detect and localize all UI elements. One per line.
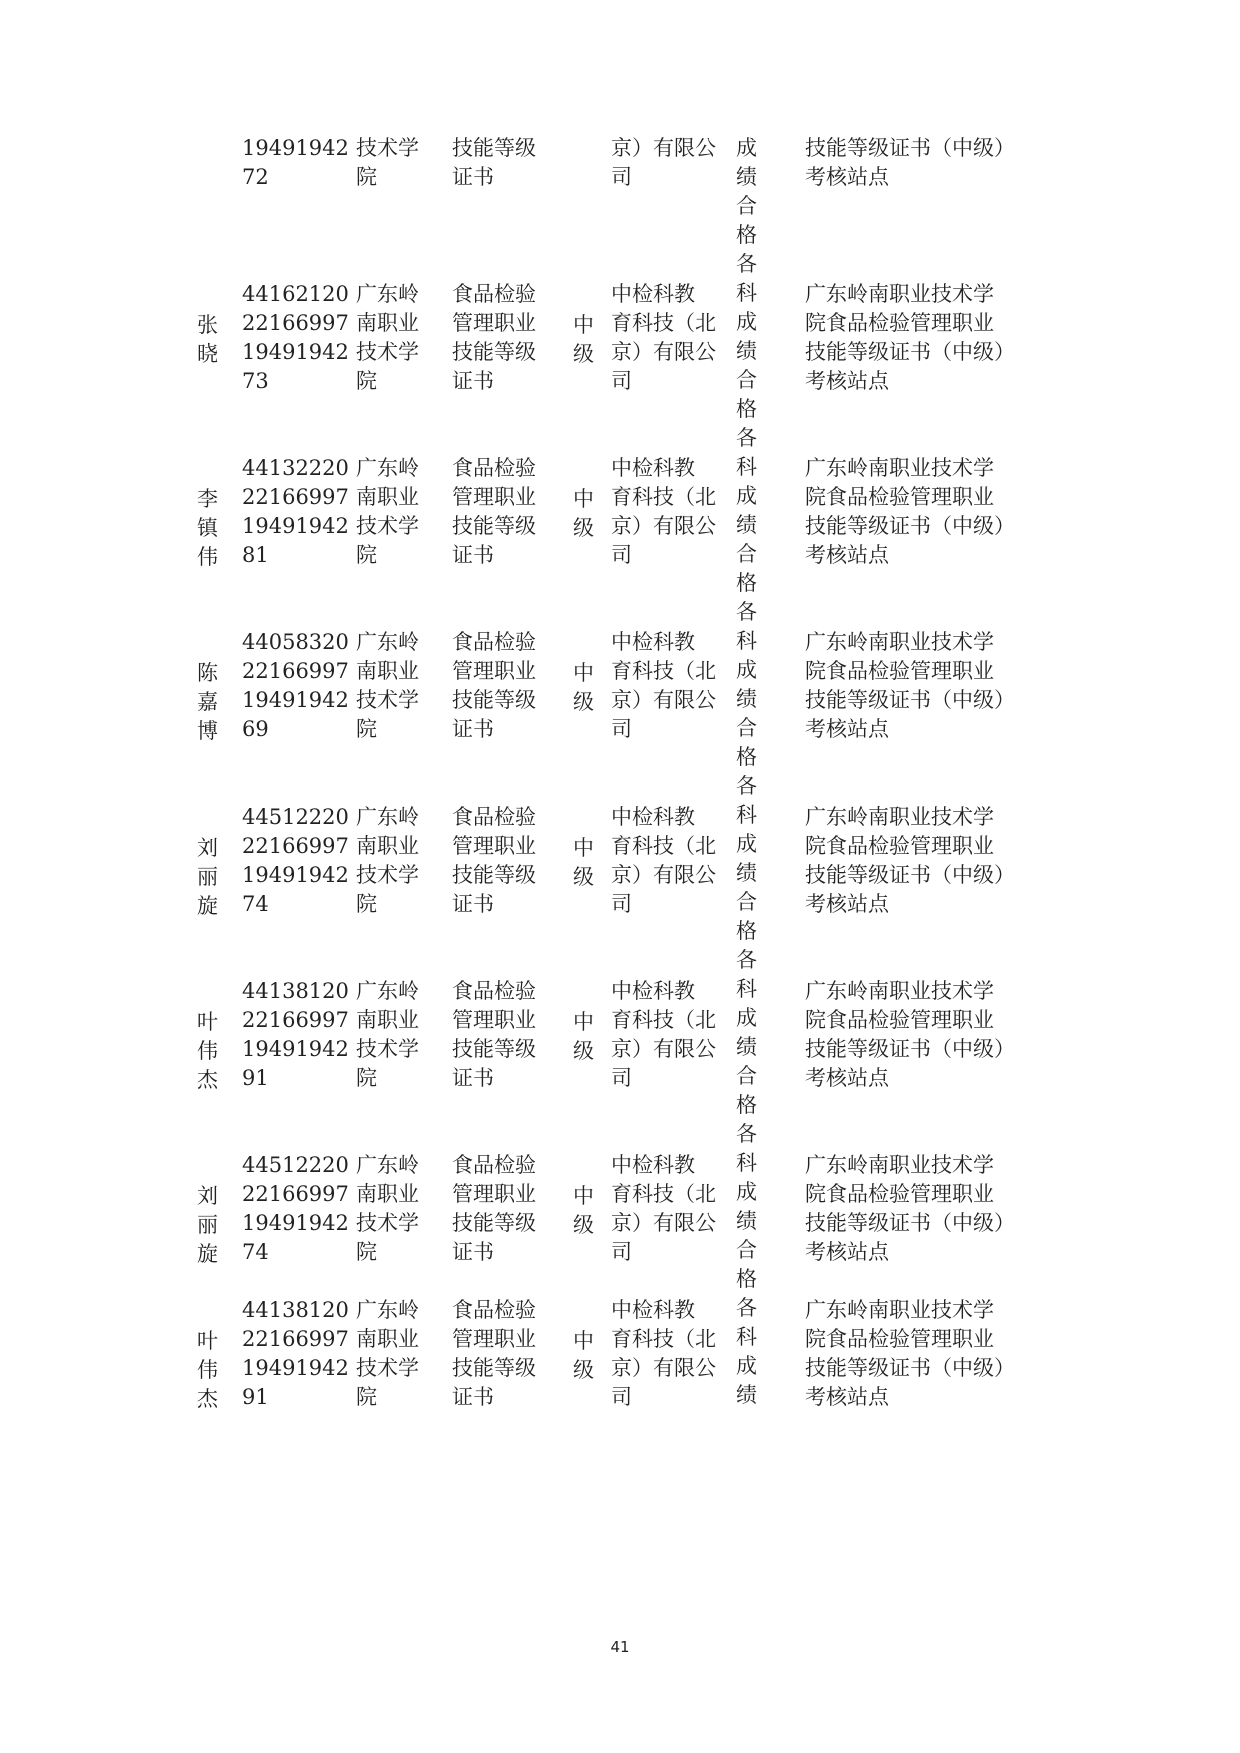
cell-id: 22166997 xyxy=(242,659,349,683)
cell-school: 南职业 xyxy=(356,311,419,335)
cell-school: 广东岭 xyxy=(356,979,419,1003)
cell-school: 南职业 xyxy=(356,1008,419,1032)
cell-certificate: 技能等级 xyxy=(452,1037,536,1061)
cell-org: 京）有限公 xyxy=(611,863,716,887)
cell-name: 晓 xyxy=(197,342,218,366)
cell-result-char: 成 xyxy=(736,136,757,160)
cell-school: 技术学 xyxy=(356,1211,419,1235)
cell-station: 技能等级证书（中级） xyxy=(805,136,1015,160)
cell-id: 91 xyxy=(242,1385,269,1409)
cell-station: 院食品检验管理职业 xyxy=(805,1182,994,1206)
cell-station: 技能等级证书（中级） xyxy=(805,688,1015,712)
cell-level: 级 xyxy=(573,516,594,540)
cell-id: 22166997 xyxy=(242,1327,349,1351)
cell-result-char: 成 xyxy=(736,1006,757,1030)
cell-certificate: 技能等级 xyxy=(452,863,536,887)
cell-name: 丽 xyxy=(197,1213,218,1237)
cell-org: 京）有限公 xyxy=(611,340,716,364)
cell-school: 技术学 xyxy=(356,514,419,538)
cell-certificate: 证书 xyxy=(452,165,494,189)
cell-org: 育科技（北 xyxy=(611,834,716,858)
cell-id: 44138120 xyxy=(242,1298,349,1322)
cell-station: 广东岭南职业技术学 xyxy=(805,282,994,306)
cell-certificate: 技能等级 xyxy=(452,514,536,538)
cell-org: 京）有限公 xyxy=(611,1037,716,1061)
cell-result-char: 绩 xyxy=(736,1383,757,1407)
cell-school: 南职业 xyxy=(356,1182,419,1206)
cell-school: 院 xyxy=(356,892,377,916)
cell-station: 广东岭南职业技术学 xyxy=(805,979,994,1003)
cell-org: 中检科教 xyxy=(611,630,695,654)
cell-result-char: 科 xyxy=(736,803,757,827)
cell-certificate: 技能等级 xyxy=(452,340,536,364)
cell-name: 嘉 xyxy=(197,690,218,714)
page-number: 41 xyxy=(610,1638,630,1656)
cell-id: 44512220 xyxy=(242,805,349,829)
cell-certificate: 证书 xyxy=(452,1066,494,1090)
cell-station: 考核站点 xyxy=(805,892,889,916)
cell-station: 广东岭南职业技术学 xyxy=(805,805,994,829)
cell-result-char: 格 xyxy=(736,397,757,421)
cell-school: 技术学 xyxy=(356,1356,419,1380)
cell-org: 育科技（北 xyxy=(611,1182,716,1206)
cell-org: 司 xyxy=(611,369,632,393)
cell-org: 京）有限公 xyxy=(611,514,716,538)
cell-station: 院食品检验管理职业 xyxy=(805,834,994,858)
cell-name: 叶 xyxy=(197,1010,218,1034)
cell-id: 91 xyxy=(242,1066,269,1090)
cell-id: 19491942 xyxy=(242,514,349,538)
cell-certificate: 管理职业 xyxy=(452,1182,536,1206)
cell-id: 44058320 xyxy=(242,630,349,654)
cell-org: 中检科教 xyxy=(611,979,695,1003)
cell-school: 院 xyxy=(356,543,377,567)
cell-certificate: 证书 xyxy=(452,892,494,916)
cell-result-char: 合 xyxy=(736,716,757,740)
cell-id: 22166997 xyxy=(242,485,349,509)
cell-station: 院食品检验管理职业 xyxy=(805,659,994,683)
cell-level: 级 xyxy=(573,1039,594,1063)
cell-id: 22166997 xyxy=(242,1008,349,1032)
cell-name: 伟 xyxy=(197,1039,218,1063)
cell-result-char: 科 xyxy=(736,629,757,653)
cell-name: 旋 xyxy=(197,894,218,918)
cell-school: 技术学 xyxy=(356,1037,419,1061)
cell-result-char: 绩 xyxy=(736,1035,757,1059)
cell-name: 刘 xyxy=(197,836,218,860)
cell-school: 广东岭 xyxy=(356,630,419,654)
cell-certificate: 管理职业 xyxy=(452,1327,536,1351)
cell-name: 旋 xyxy=(197,1242,218,1266)
cell-result-char: 合 xyxy=(736,1238,757,1262)
cell-station: 考核站点 xyxy=(805,165,889,189)
cell-id: 19491942 xyxy=(242,863,349,887)
cell-name: 伟 xyxy=(197,1358,218,1382)
cell-station: 院食品检验管理职业 xyxy=(805,1008,994,1032)
cell-org: 京）有限公 xyxy=(611,1356,716,1380)
cell-station: 技能等级证书（中级） xyxy=(805,1211,1015,1235)
cell-name: 杰 xyxy=(197,1387,218,1411)
cell-org: 司 xyxy=(611,165,632,189)
cell-result-char: 科 xyxy=(736,977,757,1001)
cell-result-char: 格 xyxy=(736,223,757,247)
cell-school: 广东岭 xyxy=(356,456,419,480)
cell-certificate: 技能等级 xyxy=(452,688,536,712)
cell-id: 44512220 xyxy=(242,1153,349,1177)
cell-id: 19491942 xyxy=(242,688,349,712)
cell-org: 育科技（北 xyxy=(611,311,716,335)
cell-id: 44138120 xyxy=(242,979,349,1003)
cell-name: 叶 xyxy=(197,1329,218,1353)
cell-certificate: 证书 xyxy=(452,369,494,393)
cell-station: 考核站点 xyxy=(805,369,889,393)
cell-org: 育科技（北 xyxy=(611,1327,716,1351)
cell-school: 南职业 xyxy=(356,834,419,858)
cell-certificate: 管理职业 xyxy=(452,834,536,858)
cell-id: 22166997 xyxy=(242,1182,349,1206)
cell-certificate: 食品检验 xyxy=(452,456,536,480)
cell-id: 44132220 xyxy=(242,456,349,480)
cell-org: 司 xyxy=(611,1240,632,1264)
cell-id: 22166997 xyxy=(242,834,349,858)
cell-name: 镇 xyxy=(197,516,218,540)
cell-school: 南职业 xyxy=(356,485,419,509)
cell-certificate: 管理职业 xyxy=(452,311,536,335)
cell-result-char: 各 xyxy=(736,1296,757,1320)
cell-id: 44162120 xyxy=(242,282,349,306)
cell-org: 京）有限公 xyxy=(611,1211,716,1235)
cell-station: 广东岭南职业技术学 xyxy=(805,456,994,480)
cell-name: 刘 xyxy=(197,1184,218,1208)
cell-result-char: 绩 xyxy=(736,339,757,363)
cell-result-char: 绩 xyxy=(736,165,757,189)
cell-result-char: 成 xyxy=(736,658,757,682)
cell-id: 22166997 xyxy=(242,311,349,335)
cell-result-char: 绩 xyxy=(736,1209,757,1233)
cell-station: 广东岭南职业技术学 xyxy=(805,630,994,654)
cell-station: 考核站点 xyxy=(805,543,889,567)
cell-level: 级 xyxy=(573,690,594,714)
cell-certificate: 管理职业 xyxy=(452,659,536,683)
cell-org: 司 xyxy=(611,1066,632,1090)
cell-result-char: 绩 xyxy=(736,513,757,537)
cell-org: 育科技（北 xyxy=(611,1008,716,1032)
cell-level: 中 xyxy=(573,1184,594,1208)
cell-certificate: 管理职业 xyxy=(452,1008,536,1032)
cell-org: 育科技（北 xyxy=(611,485,716,509)
cell-school: 院 xyxy=(356,1066,377,1090)
cell-org: 司 xyxy=(611,1385,632,1409)
cell-school: 技术学 xyxy=(356,136,419,160)
cell-result-char: 成 xyxy=(736,484,757,508)
cell-org: 司 xyxy=(611,543,632,567)
cell-station: 院食品检验管理职业 xyxy=(805,1327,994,1351)
cell-result-char: 各 xyxy=(736,1122,757,1146)
cell-result-char: 各 xyxy=(736,426,757,450)
cell-id: 69 xyxy=(242,717,269,741)
cell-certificate: 技能等级 xyxy=(452,1211,536,1235)
cell-school: 广东岭 xyxy=(356,1153,419,1177)
cell-school: 院 xyxy=(356,1385,377,1409)
cell-level: 级 xyxy=(573,865,594,889)
cell-org: 中检科教 xyxy=(611,1153,695,1177)
cell-school: 广东岭 xyxy=(356,805,419,829)
cell-station: 技能等级证书（中级） xyxy=(805,340,1015,364)
cell-level: 中 xyxy=(573,487,594,511)
cell-certificate: 食品检验 xyxy=(452,282,536,306)
cell-certificate: 证书 xyxy=(452,543,494,567)
cell-result-char: 格 xyxy=(736,1093,757,1117)
cell-result-char: 成 xyxy=(736,1180,757,1204)
cell-org: 中检科教 xyxy=(611,1298,695,1322)
cell-school: 技术学 xyxy=(356,863,419,887)
cell-station: 院食品检验管理职业 xyxy=(805,311,994,335)
cell-station: 技能等级证书（中级） xyxy=(805,1356,1015,1380)
cell-result-char: 科 xyxy=(736,1151,757,1175)
cell-school: 南职业 xyxy=(356,659,419,683)
cell-certificate: 证书 xyxy=(452,1385,494,1409)
cell-org: 京）有限公 xyxy=(611,688,716,712)
cell-school: 院 xyxy=(356,717,377,741)
cell-certificate: 食品检验 xyxy=(452,1298,536,1322)
cell-result-char: 科 xyxy=(736,281,757,305)
cell-id: 74 xyxy=(242,892,269,916)
cell-level: 中 xyxy=(573,836,594,860)
cell-id: 81 xyxy=(242,543,269,567)
cell-org: 司 xyxy=(611,717,632,741)
cell-result-char: 绩 xyxy=(736,687,757,711)
cell-certificate: 食品检验 xyxy=(452,1153,536,1177)
cell-station: 考核站点 xyxy=(805,1240,889,1264)
cell-school: 技术学 xyxy=(356,340,419,364)
cell-station: 广东岭南职业技术学 xyxy=(805,1298,994,1322)
cell-name: 博 xyxy=(197,719,218,743)
cell-certificate: 技能等级 xyxy=(452,136,536,160)
cell-station: 广东岭南职业技术学 xyxy=(805,1153,994,1177)
cell-station: 技能等级证书（中级） xyxy=(805,514,1015,538)
cell-certificate: 食品检验 xyxy=(452,979,536,1003)
cell-name: 伟 xyxy=(197,545,218,569)
cell-org: 中检科教 xyxy=(611,456,695,480)
cell-result-char: 各 xyxy=(736,252,757,276)
cell-id: 19491942 xyxy=(242,340,349,364)
cell-station: 考核站点 xyxy=(805,717,889,741)
cell-name: 杰 xyxy=(197,1068,218,1092)
cell-level: 中 xyxy=(573,1329,594,1353)
cell-name: 张 xyxy=(197,313,218,337)
cell-level: 级 xyxy=(573,342,594,366)
cell-id: 19491942 xyxy=(242,1211,349,1235)
cell-station: 技能等级证书（中级） xyxy=(805,1037,1015,1061)
cell-id: 19491942 xyxy=(242,136,349,160)
cell-school: 技术学 xyxy=(356,688,419,712)
cell-result-char: 科 xyxy=(736,1325,757,1349)
cell-org: 中检科教 xyxy=(611,805,695,829)
cell-station: 考核站点 xyxy=(805,1066,889,1090)
cell-result-char: 各 xyxy=(736,600,757,624)
cell-station: 技能等级证书（中级） xyxy=(805,863,1015,887)
cell-result-char: 绩 xyxy=(736,861,757,885)
cell-school: 院 xyxy=(356,369,377,393)
cell-name: 李 xyxy=(197,487,218,511)
cell-certificate: 食品检验 xyxy=(452,805,536,829)
cell-certificate: 证书 xyxy=(452,717,494,741)
cell-result-char: 合 xyxy=(736,194,757,218)
cell-result-char: 成 xyxy=(736,832,757,856)
cell-org: 育科技（北 xyxy=(611,659,716,683)
cell-school: 院 xyxy=(356,1240,377,1264)
cell-school: 广东岭 xyxy=(356,282,419,306)
cell-name: 丽 xyxy=(197,865,218,889)
cell-id: 19491942 xyxy=(242,1037,349,1061)
cell-result-char: 科 xyxy=(736,455,757,479)
cell-certificate: 管理职业 xyxy=(452,485,536,509)
cell-name: 陈 xyxy=(197,661,218,685)
cell-level: 级 xyxy=(573,1213,594,1237)
cell-result-char: 合 xyxy=(736,368,757,392)
cell-result-char: 各 xyxy=(736,948,757,972)
cell-id: 74 xyxy=(242,1240,269,1264)
cell-org: 中检科教 xyxy=(611,282,695,306)
cell-school: 南职业 xyxy=(356,1327,419,1351)
cell-level: 中 xyxy=(573,1010,594,1034)
cell-result-char: 合 xyxy=(736,542,757,566)
cell-result-char: 格 xyxy=(736,745,757,769)
cell-id: 72 xyxy=(242,165,269,189)
cell-id: 19491942 xyxy=(242,1356,349,1380)
cell-level: 中 xyxy=(573,661,594,685)
cell-result-char: 格 xyxy=(736,1267,757,1291)
cell-result-char: 各 xyxy=(736,774,757,798)
cell-result-char: 合 xyxy=(736,890,757,914)
cell-level: 级 xyxy=(573,1358,594,1382)
cell-result-char: 成 xyxy=(736,310,757,334)
cell-result-char: 格 xyxy=(736,919,757,943)
cell-level: 中 xyxy=(573,313,594,337)
cell-id: 73 xyxy=(242,369,269,393)
cell-result-char: 合 xyxy=(736,1064,757,1088)
cell-school: 院 xyxy=(356,165,377,189)
cell-school: 广东岭 xyxy=(356,1298,419,1322)
cell-org: 司 xyxy=(611,892,632,916)
cell-result-char: 格 xyxy=(736,571,757,595)
cell-certificate: 食品检验 xyxy=(452,630,536,654)
cell-certificate: 技能等级 xyxy=(452,1356,536,1380)
cell-station: 院食品检验管理职业 xyxy=(805,485,994,509)
cell-result-char: 成 xyxy=(736,1354,757,1378)
cell-station: 考核站点 xyxy=(805,1385,889,1409)
cell-certificate: 证书 xyxy=(452,1240,494,1264)
cell-org: 京）有限公 xyxy=(611,136,716,160)
